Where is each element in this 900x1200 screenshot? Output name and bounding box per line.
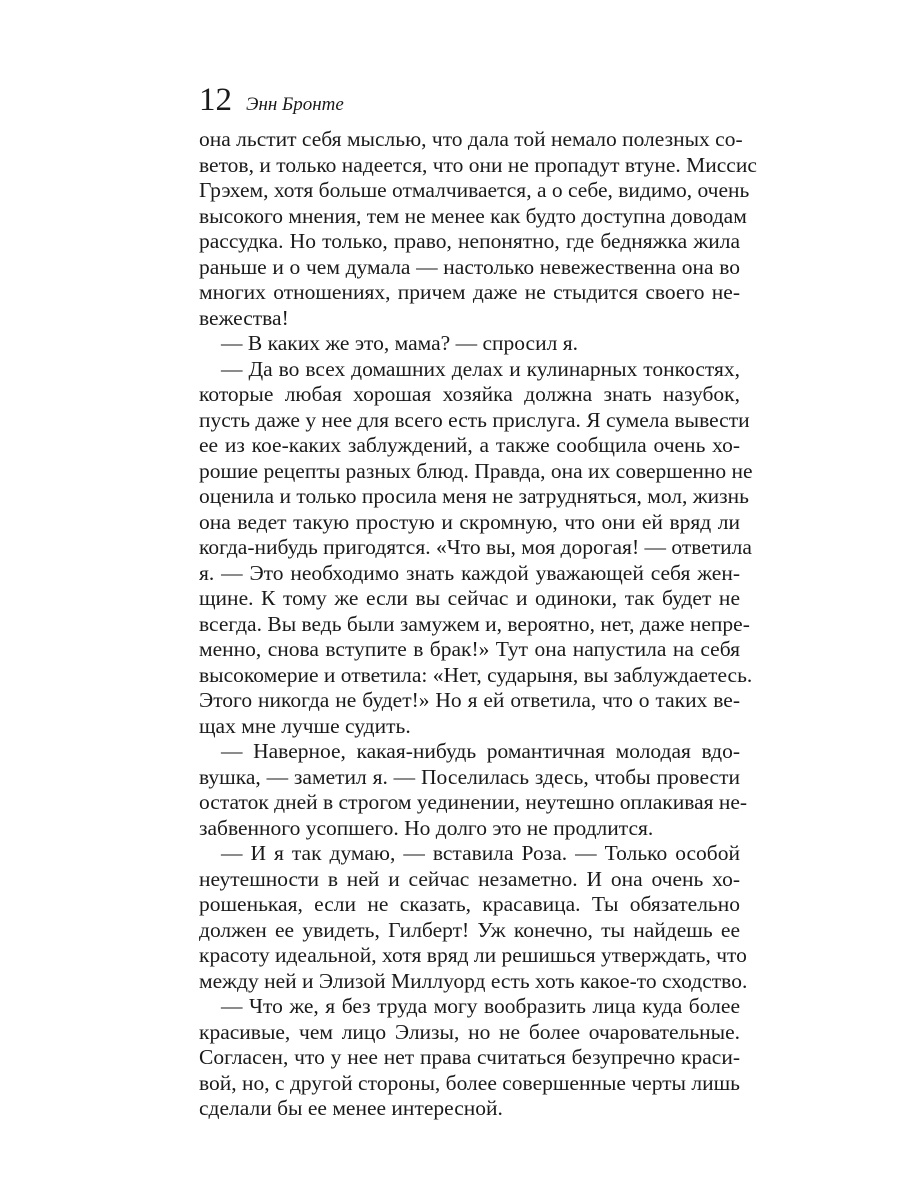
text-line: забвенного усопшего. Но долго это не продлится. xyxy=(199,815,654,840)
paragraph xyxy=(199,331,740,357)
text-line: Согласен, что у нее нет права считаться безупречно краси- xyxy=(199,1045,740,1069)
paragraph xyxy=(199,127,757,331)
text-line: красоту идеальной, хотя вряд ли решишься утверждать, что xyxy=(199,943,747,967)
author-header: Энн Бронте xyxy=(246,94,344,115)
text-line: Грэхем, хотя больше отмалчивается, а о себе, видимо, очень xyxy=(199,178,750,202)
text-line: многих отношениях, причем даже не стыдится своего не- xyxy=(199,280,740,304)
text-line: ее из кое-каких заблуждений, а также сообщила очень хо- xyxy=(199,433,740,457)
text-line: вой, но, с другой стороны, более совершенные черты лишь xyxy=(199,1070,740,1095)
text-line: рошие рецепты разных блюд. Правда, она их совершенно не xyxy=(199,458,753,483)
text-line: она льстит себя мыслью, что дала той немало полезных со- xyxy=(199,127,743,151)
text-line: щах мне лучше судить. xyxy=(199,713,411,738)
text-line: всегда. Вы ведь были замужем и, вероятно, нет, даже непре- xyxy=(199,611,750,636)
text-line: остаток дней в строгом уединении, неутешно оплакивая не- xyxy=(199,790,748,814)
text-line: высокого мнения, тем не менее как будто доступна доводам xyxy=(199,203,747,228)
text-line: высокомерие и ответила: «Нет, сударыня, вы заблуждаетесь. xyxy=(199,662,753,687)
text-line: рассудка. Но только, право, непонятно, где бедняжка жила xyxy=(199,229,740,253)
text-line: — Да во всех домашних делах и кулинарных тонкостях, xyxy=(221,356,740,381)
text-line: которые любая хорошая хозяйка должна знать назубок, xyxy=(199,382,740,406)
paragraph xyxy=(199,841,748,994)
text-line: неутешности в ней и сейчас незаметно. И она очень хо- xyxy=(199,866,740,891)
text-line: щине. К тому же если вы сейчас и одиноки, так будет не xyxy=(199,586,740,610)
text-line: — В каких же это, мама? — спросил я. xyxy=(221,331,578,355)
text-line: — Что же, я без труда могу вообразить лица куда более xyxy=(221,994,740,1018)
paragraph xyxy=(199,739,748,841)
text-line: пусть даже у нее для всего есть прислуга. Я сумела вывести xyxy=(199,407,750,432)
text-line: вушка, — заметил я. — Поселилась здесь, чтобы провести xyxy=(199,764,740,789)
paragraph xyxy=(199,356,753,740)
page-number: 12 xyxy=(199,82,232,118)
text-line: — Наверное, какая-нибудь романтичная молодая вдо- xyxy=(221,739,740,763)
text-line: — И я так думаю, — вставила Роза. — Только особой xyxy=(221,841,740,865)
text-line: когда-нибудь пригодятся. «Что вы, моя дорогая! — ответила xyxy=(199,535,752,559)
text-line: оценила и только просила меня не затрудняться, мол, жизнь xyxy=(199,484,749,508)
text-line: сделали бы ее менее интересной. xyxy=(199,1096,503,1120)
text-line: рошенькая, если не сказать, красавица. Ты обязательно xyxy=(199,892,740,916)
text-line: менно, снова вступите в брак!» Тут она напустила на себя xyxy=(199,637,740,661)
text-line: вежества! xyxy=(199,305,289,330)
text-line: Этого никогда не будет!» Но я ей ответила, что о таких ве- xyxy=(199,688,740,712)
text-line: я. — Это необходимо знать каждой уважающей себя жен- xyxy=(199,560,740,585)
text-line: красивые, чем лицо Элизы, но не более очаровательные. xyxy=(199,1019,740,1044)
text-line: она ведет такую простую и скромную, что они ей вряд ли xyxy=(199,509,740,534)
text-line: должен ее увидеть, Гилберт! Уж конечно, ты найдешь ее xyxy=(199,917,740,942)
running-head xyxy=(199,80,344,125)
text-line: ветов, и только надеется, что они не пропадут втуне. Миссис xyxy=(199,152,757,177)
text-line: раньше и о чем думала — настолько невежественна она во xyxy=(199,254,740,279)
text-line: между ней и Элизой Миллуорд есть хоть какое-то сходство. xyxy=(199,968,748,993)
paragraph xyxy=(199,994,740,1122)
body-text xyxy=(199,127,757,1122)
